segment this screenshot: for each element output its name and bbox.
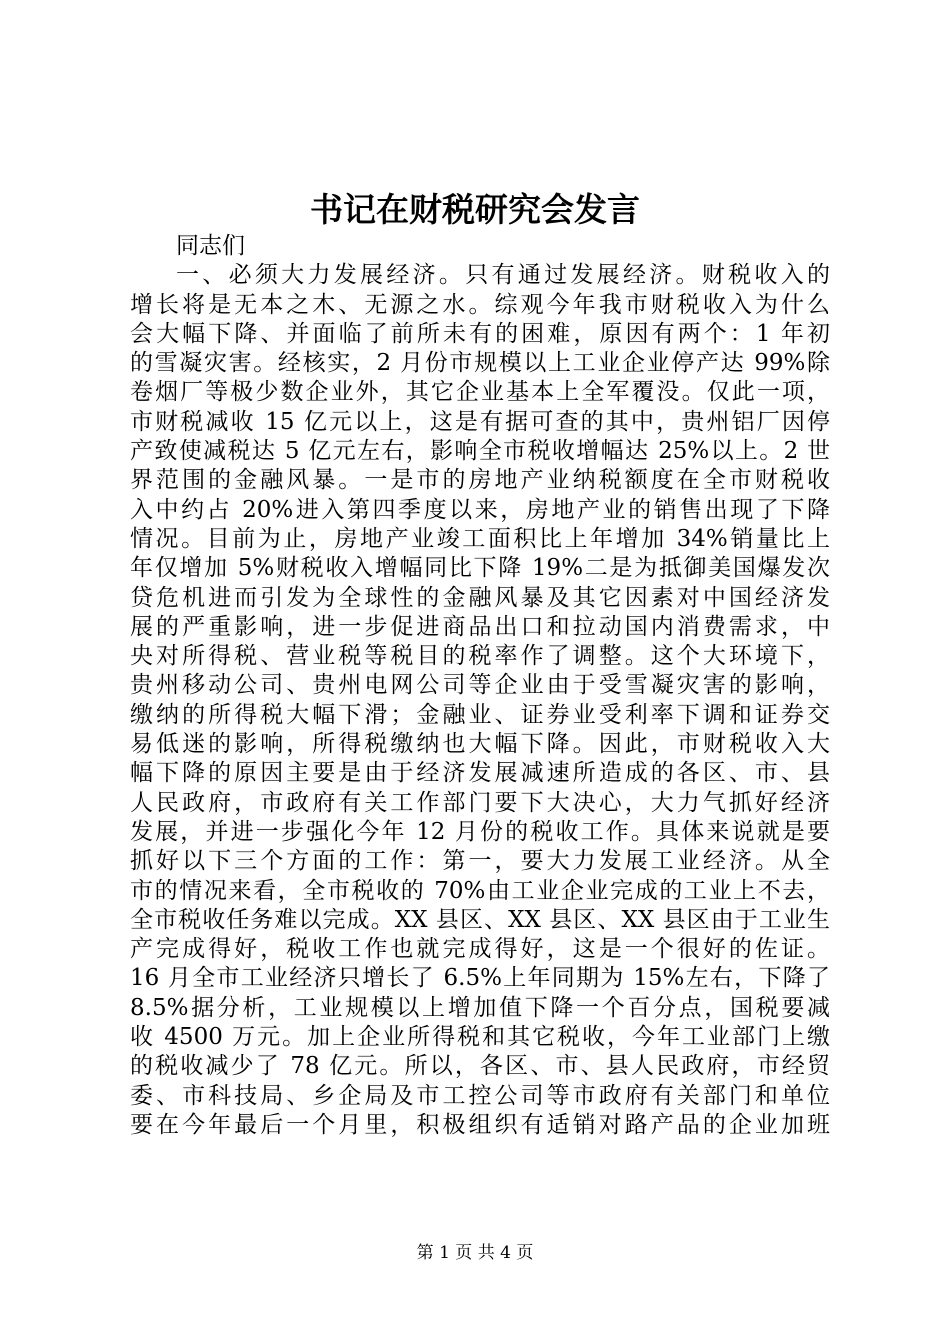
salutation: 同志们 — [176, 233, 245, 259]
body-line: 委、市科技局、乡企局及市工控公司等市政府有关部门和单位 — [130, 1082, 830, 1109]
body-line: 卷烟厂等极少数企业外，其它企业基本上全军覆没。仅此一项， — [130, 379, 830, 406]
body-line: 收 4500 万元。加上企业所得税和其它税收，今年工业部门上缴 — [130, 1024, 830, 1051]
body-line: 展的严重影响，进一步促进商品出口和拉动国内消费需求，中 — [130, 613, 830, 640]
body-line: 情况。目前为止，房地产业竣工面积比上年增加 34%销量比上 — [130, 525, 830, 552]
body-line: 央对所得税、营业税等税目的税率作了调整。这个大环境下， — [130, 643, 830, 670]
body-line: 16 月全市工业经济只增长了 6.5%上年同期为 15%左右，下降了 — [130, 965, 830, 992]
body-line: 产致使减税达 5 亿元左右，影响全市税收增幅达 25%以上。2 世 — [130, 438, 830, 465]
body-line: 市的情况来看，全市税收的 70%由工业企业完成的工业上不去， — [130, 877, 830, 904]
page-number: 第 1 页 共 4 页 — [416, 1243, 534, 1263]
body-line: 要在今年最后一个月里，积极组织有适销对路产品的企业加班 — [130, 1111, 830, 1138]
body-line: 贷危机进而引发为全球性的金融风暴及其它因素对中国经济发 — [130, 584, 830, 611]
body-line: 一、必须大力发展经济。只有通过发展经济。财税收入的 — [176, 262, 830, 289]
body-line: 8.5%据分析，工业规模以上增加值下降一个百分点，国税要减 — [130, 994, 830, 1021]
body-line: 发展，并进一步强化今年 12 月份的税收工作。具体来说就是要 — [130, 818, 830, 845]
body-line: 幅下降的原因主要是由于经济发展减速所造成的各区、市、县 — [130, 760, 830, 787]
document-title: 书记在财税研究会发言 — [310, 190, 640, 229]
body-line: 抓好以下三个方面的工作：第一，要大力发展工业经济。从全 — [130, 848, 830, 875]
body-line: 的税收减少了 78 亿元。所以，各区、市、县人民政府，市经贸 — [130, 1053, 830, 1080]
body-line: 产完成得好，税收工作也就完成得好，这是一个很好的佐证。 — [130, 936, 830, 963]
body-line: 缴纳的所得税大幅下滑；金融业、证券业受利率下调和证券交 — [130, 701, 830, 728]
body-line: 贵州移动公司、贵州电网公司等企业由于受雪凝灾害的影响， — [130, 672, 830, 699]
body-line: 全市税收任务难以完成。XX 县区、XX 县区、XX 县区由于工业生 — [130, 906, 830, 933]
document-body — [130, 232, 830, 1140]
body-line: 人民政府，市政府有关工作部门要下大决心，大力气抓好经济 — [130, 789, 830, 816]
body-line: 会大幅下降、并面临了前所未有的困难，原因有两个：1 年初 — [130, 320, 830, 347]
body-line: 界范围的金融风暴。一是市的房地产业纳税额度在全市财税收 — [130, 467, 830, 494]
body-line: 年仅增加 5%财税收入增幅同比下降 19%二是为抵御美国爆发次 — [130, 555, 830, 582]
body-line: 市财税减收 15 亿元以上，这是有据可查的其中，贵州铝厂因停 — [130, 408, 830, 435]
body-line: 易低迷的影响，所得税缴纳也大幅下降。因此，市财税收入大 — [130, 731, 830, 758]
body-line: 入中约占 20%进入第四季度以来，房地产业的销售出现了下降 — [130, 496, 830, 523]
body-line: 增长将是无本之木、无源之水。综观今年我市财税收入为什么 — [130, 291, 830, 318]
body-line: 的雪凝灾害。经核实，2 月份市规模以上工业企业停产达 99%除 — [130, 350, 830, 377]
